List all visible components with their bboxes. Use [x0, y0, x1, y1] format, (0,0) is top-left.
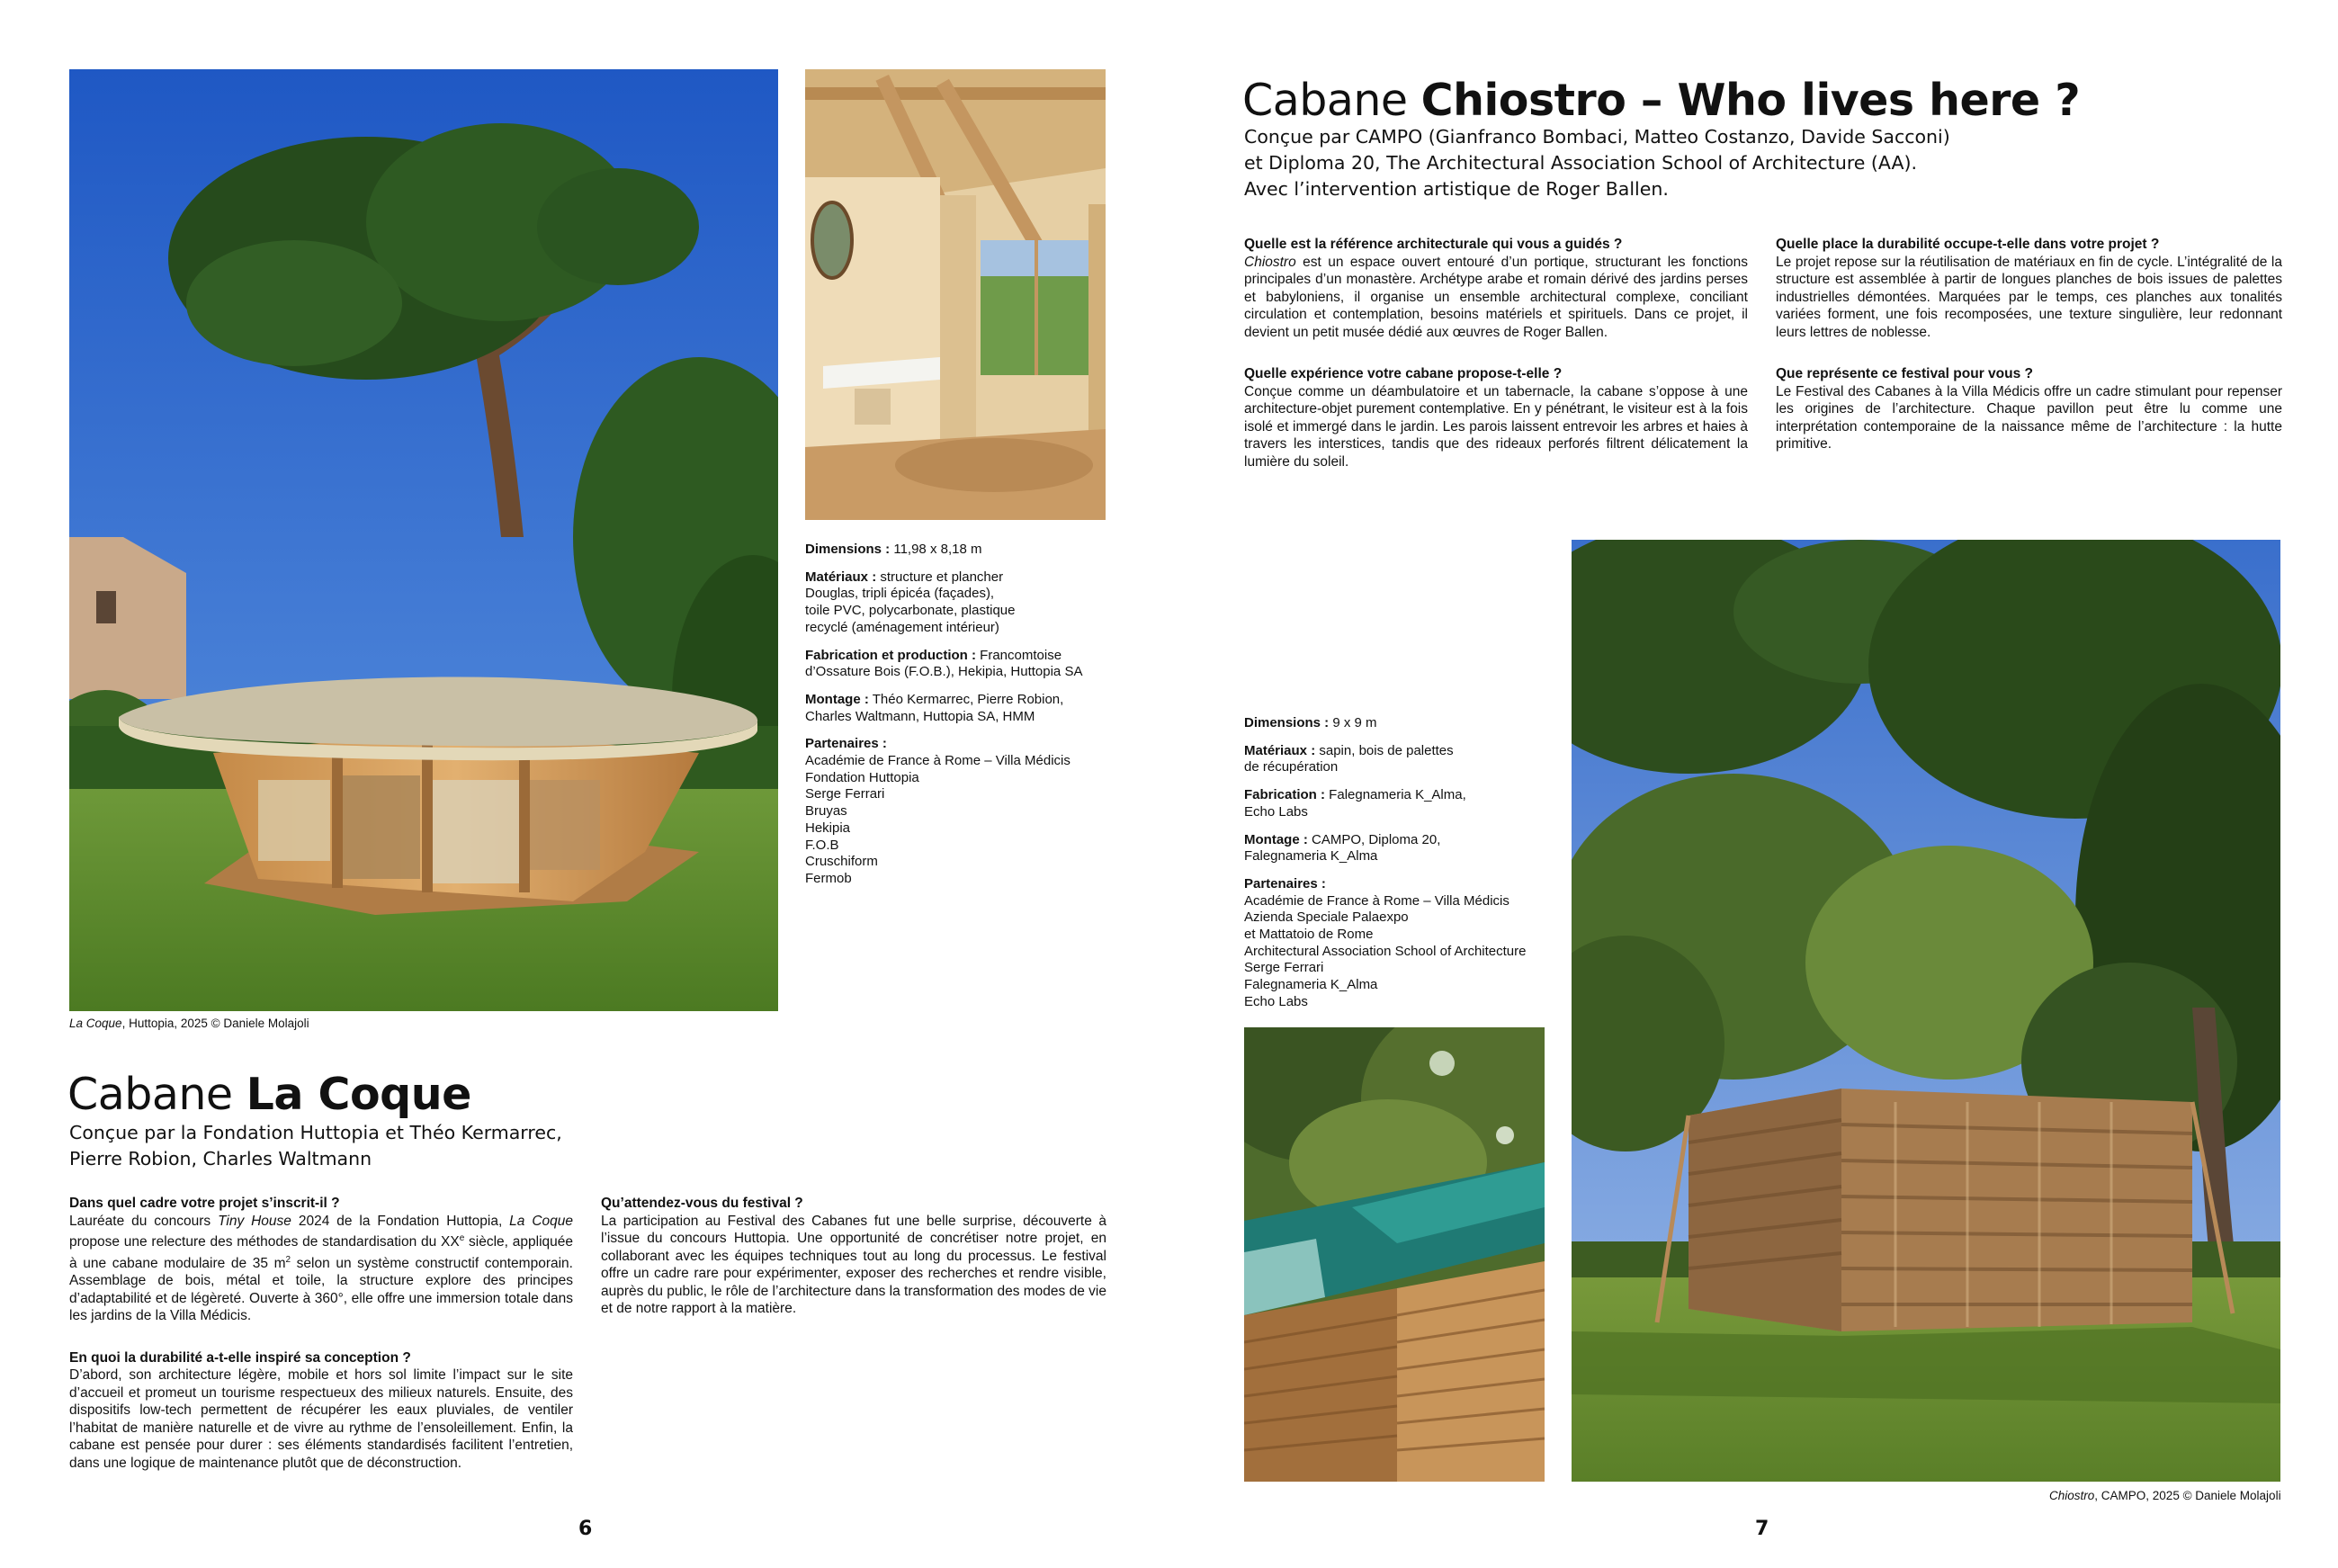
question: Dans quel cadre votre projet s’inscrit-il ? [69, 1196, 340, 1211]
la-coque-qa-column-1 [69, 1195, 573, 1496]
chiostro-title: Cabane Chiostro – Who lives here ? [1242, 75, 2081, 126]
la-coque-exterior-photo [69, 69, 778, 1011]
la-coque-interior-photo [805, 69, 1106, 520]
answer: Conçue comme un déambulatoire et un tabernacle, la cabane s’oppose à une architecture-objet purement contemplative. En y pénétrant, le visiteur est à la fois isolé et immergé dans le jardin. Les parois laissent entrevoir les arbres et haies à travers les interstices, tandis que des rideaux perforés filtrent délicatement la lumière du soleil. [1244, 383, 1748, 470]
la-coque-title: Cabane La Coque [67, 1069, 471, 1120]
answer: Le projet repose sur la réutilisation de matériaux en fin de cycle. L’intégralité de la structure est assemblée à partir de longues planches de bois issues de palettes industrielles démontées. Marquées par le temps, ces planches aux tonalités variées forment, une fois recomposées, une texture singulière, leur redonnant leurs lettres de noblesse. [1776, 254, 2282, 340]
answer: Chiostro est un espace ouvert entouré d’un portique, structurant les fonctions principales d’un monastère. Archétype arabe et romain dérivé des jardins perses et babyloniens, il organise un ensemble architectural complexe, conciliant circulation et contemplation, besoins matériels et spirituels. Dans ce projet, il devient un petit musée dédié aux œuvres de Roger Ballen. [1244, 254, 1748, 340]
question: Quelle place la durabilité occupe-t-elle dans votre projet ? [1776, 237, 2160, 252]
la-coque-specs [805, 542, 1111, 899]
spec-partenaires: Partenaires : Académie de France à Rome – Villa Médicis Fondation Huttopia Serge Ferrari Bruyas Hekipia F.O.B Cruschiform Fermob [805, 736, 1070, 886]
question: Qu’attendez-vous du festival ? [601, 1196, 803, 1211]
question: Quelle expérience votre cabane propose-t-elle ? [1244, 366, 1563, 381]
question: Quelle est la référence architecturale qui vous a guidés ? [1244, 237, 1623, 252]
spec-materiaux: Matériaux : sapin, bois de palettes de récupération [1244, 742, 1454, 775]
chiostro-qa-column-1 [1244, 236, 1748, 495]
spec-fabrication: Fabrication : Falegnameria K_Alma, Echo Labs [1244, 787, 1466, 820]
spec-montage: Montage : Théo Kermarrec, Pierre Robion, Charles Waltmann, Huttopia SA, HMM [805, 691, 1064, 724]
page-number-left: 6 [578, 1518, 593, 1540]
spec-dimensions: Dimensions : 9 x 9 m [1244, 715, 1377, 730]
question: En quoi la durabilité a-t-elle inspiré sa conception ? [69, 1349, 411, 1366]
la-coque-photo-caption: La Coque, Huttopia, 2025 © Daniele Molajoli [69, 1017, 309, 1030]
spec-fabrication: Fabrication et production : Francomtoise d’Ossature Bois (F.O.B.), Hekipia, Huttopia SA [805, 647, 1083, 680]
answer: Le Festival des Cabanes à la Villa Médicis offre un cadre stimulant pour repenser les origines de l’architecture. Chaque pavillon peut être lu comme une interprétation contemporaine de la naissance même de l’architecture : la hutte primitive. [1776, 383, 2282, 452]
answer: Lauréate du concours Tiny House 2024 de la Fondation Huttopia, La Coque propose une relecture des méthodes de standardisation du XXe siècle, appliquée à une cabane modulaire de 35 $m^2$ selon un système constructif contemporain. Assemblage de bois, métal et toile, la structure explore des principes d’adaptabilité et de légèreté. Ouverte à 360°, elle offre une immersion totale dans les jardins de la Villa Médicis. [69, 1213, 573, 1324]
la-coque-qa-column-2 [601, 1195, 1106, 1342]
question: Que représente ce festival pour vous ? [1776, 366, 2033, 381]
answer: D’abord, son architecture légère, mobile et hors sol limite l’impact sur le site d’accueil et promeut un tourisme respectueux des milieux naturels. Ensuite, des dispositifs low-tech permettent de récupérer les eaux pluviales, de ventiler l’habitat de manière naturelle et de vivre au rythme de l’ensoleillement. Enfin, la cabane est pensée pour durer : ses éléments standardisés facilitent l’entretien, dans une logique de maintenance plutôt que de déconstruction. [69, 1367, 573, 1471]
spec-dimensions: Dimensions : 11,98 x 8,18 m [805, 542, 982, 557]
chiostro-detail-photo [1244, 1027, 1545, 1482]
chiostro-photo-caption: Chiostro, CAMPO, 2025 © Daniele Molajoli [2049, 1489, 2281, 1502]
spec-montage: Montage : CAMPO, Diploma 20, Falegnameria K_Alma [1244, 831, 1441, 865]
chiostro-exterior-photo [1572, 540, 2280, 1482]
page-number-right: 7 [1755, 1518, 1769, 1540]
chiostro-subtitle: Conçue par CAMPO (Gianfranco Bombaci, Matteo Costanzo, Davide Sacconi) et Diploma 20, The Architectural Association School of Architecture (AA). Avec l’intervention artistique de Roger Ballen. [1244, 126, 1950, 200]
spec-materiaux: Matériaux : structure et plancher Douglas, tripli épicéa (façades), toile PVC, polycarbonate, plastique recyclé (aménagement intérieur) [805, 569, 1016, 635]
la-coque-subtitle: Conçue par la Fondation Huttopia et Théo Kermarrec, Pierre Robion, Charles Waltmann [69, 1122, 562, 1169]
spec-partenaires: Partenaires : Académie de France à Rome – Villa Médicis Azienda Speciale Palaexpo et Mattatoio de Rome Architectural Association School of Architecture Serge Ferrari Falegnameria K_Alma Echo Labs [1244, 875, 1527, 1009]
answer: La participation au Festival des Cabanes fut une belle surprise, découverte à l’issue du concours Huttopia. Une opportunité de concrétiser notre projet, en collaborant avec les équipes techniques tout au long du processus. Le festival offre un cadre rare pour expérimenter, exposer des recherches et rendre visible, auprès du public, le rôle de l’architecture dans la transformation des modes de vie et de notre rapport à la matière. [601, 1213, 1106, 1316]
chiostro-qa-column-2 [1776, 236, 2282, 478]
chiostro-specs [1244, 715, 1568, 1022]
